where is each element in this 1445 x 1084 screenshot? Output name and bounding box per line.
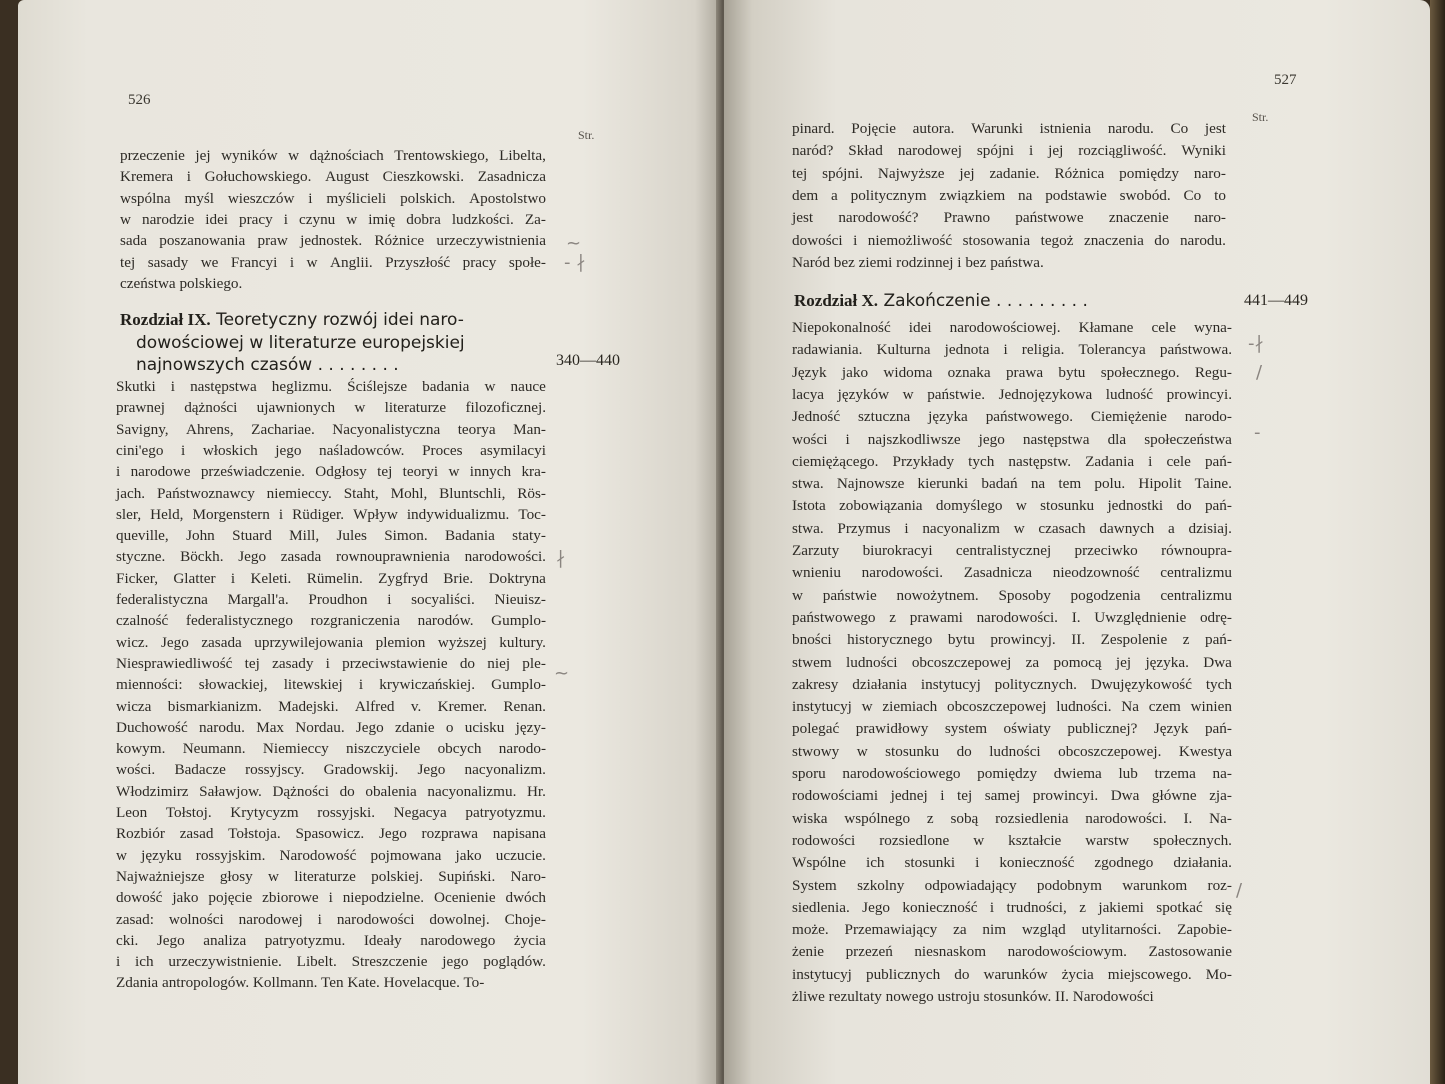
- text-line: państwowego z prawami narodowości. I. Uwzględnienie odrę-: [792, 608, 1232, 626]
- text-line: Duchowość narodu. Max Nordau. Jego zdanie o ucisku języ-: [116, 718, 546, 736]
- text-line: polegać prawidłowy system oświaty publicznej? Język pań-: [792, 720, 1232, 738]
- text-line: cki. Jego analiza patryotyzmu. Ideały narodowego życia: [116, 931, 546, 949]
- text-line: Kremera i Gołuchowskiego. August Cieszkowski. Zasadnicza: [120, 168, 546, 186]
- text-line: Najważniejsze głosy w literaturze polskiej. Supiński. Naro-: [116, 867, 546, 885]
- text-line: Rozbiór zasad Tołstoja. Spasowicz. Jego rozprawa napisana: [116, 825, 546, 843]
- text-line: Skutki i następstwa heglizmu. Ściślejsze badania w nauce: [116, 378, 546, 395]
- text-line: ciemiężącego. Przykłady tych następstw. Zadania i cele pań-: [792, 452, 1232, 470]
- text-line: Wspólne ich stosunki i konieczność zgodnego działania.: [792, 854, 1232, 872]
- page-number: 527: [1274, 72, 1297, 88]
- text-line: Istota zobowiązania domyślego w stosunku jednostki do pań-: [792, 497, 1232, 515]
- chapter-title: Zakończenie . . . . . . . . .: [883, 291, 1088, 311]
- text-line: dowości i niemożliwość stosowania tegoż znaczenia do narodu.: [792, 231, 1226, 249]
- text-line: pinard. Pojęcie autora. Warunki istnienia narodu. Co jest: [792, 120, 1226, 137]
- text-line: może. Przemawiający za nim wzgląd utylitarności. Zapobie-: [792, 921, 1232, 939]
- text-line: instytucyj w ziemiach obcoszczepowej ludności. Na czem winien: [792, 698, 1232, 716]
- text-line: dem a politycznym związkiem na podstawie swobód. Co to: [792, 186, 1226, 204]
- pencil-mark: /: [1236, 880, 1243, 901]
- text-line: wości i najszkodliwsze jego następstwa dla społeczeństwa: [792, 430, 1232, 448]
- text-line: wspólna myśl wieszczów i myślicieli polskich. Apostolstwo: [120, 189, 546, 207]
- chapter-title-line: dowościowej w literaturze europejskiej: [136, 333, 465, 353]
- pencil-mark: ~: [566, 233, 582, 254]
- text-line: lacya języków w państwie. Jednojęzykowa ludność prowincyi.: [792, 385, 1232, 403]
- text-line: naród? Skład narodowej spójni i jej rozciągliwość. Wyniki: [792, 142, 1226, 160]
- text-line: Zarzuty biurokracyi centralistycznej przeciwko równoupra-: [792, 542, 1232, 559]
- text-line: sada poszanowania praw jednostek. Różnice urzeczywistnienia: [120, 232, 546, 250]
- chapter-label: Rozdział X.: [794, 291, 879, 310]
- text-line: stwem ludności obcoszczepowej za pomocą jej języka. Dwa: [792, 653, 1232, 671]
- text-line: bności historycznego bytu prowincyj. II. Zespolenie z pań-: [792, 631, 1232, 649]
- pencil-mark: ~: [554, 663, 570, 684]
- text-line: instytucyj publicznych do warunków życia miejscowego. Mo-: [792, 965, 1232, 983]
- text-line: federalistyczna Margall'a. Proudhon i socyaliści. Nieuisz-: [116, 591, 546, 608]
- text-line: jach. Państwoznawcy niemieccy. Staht, Mohl, Bluntschli, Rös-: [116, 484, 546, 502]
- text-line: Savigny, Ahrens, Zachariae. Nacyonalistyczna teorya Man-: [116, 420, 546, 438]
- text-line: cini'ego i włoskich jego naśladowców. Proces asymilacyi: [116, 441, 546, 459]
- text-line: czalność federalistycznego rozgraniczenia narodów. Gumplo-: [116, 612, 546, 630]
- text-line: przeczenie jej wyników w dążnościach Trentowskiego, Libelta,: [120, 147, 546, 164]
- text-line: sler, Held, Morgenstern i Rüdiger. Wpływ indywidualizmu. Toc-: [116, 505, 546, 523]
- page-edge: [1430, 0, 1445, 1084]
- chapter-title-line: najnowszych czasów . . . . . . . .: [136, 355, 399, 375]
- text-line: styczne. Böckh. Jego zasada rownouprawnienia narodowości.: [116, 548, 546, 566]
- text-line: Niesprawiedliwość tej zasady i przeciwstawienie do niej ple-: [116, 654, 546, 672]
- str-label: Str.: [578, 128, 595, 142]
- pencil-mark: ∤: [556, 548, 565, 569]
- text-line: i ich urzeczywistnienie. Libelt. Streszczenie jego poglądów.: [116, 953, 546, 971]
- text-line: System szkolny odpowiadający podobnym warunkom roz-: [792, 876, 1232, 894]
- right-page: [724, 0, 1430, 1084]
- text-line: w języku rossyjskim. Narodowość pojmowana jako uczucie.: [116, 846, 546, 864]
- text-line: stwowy w stosunku do ludności obcoszczepowej. Kwestya: [792, 742, 1232, 760]
- text-line: Jedność sztuczna języka państwowego. Ciemiężenie narodo-: [792, 408, 1232, 426]
- text-line: sporu narodowościowego pomiędzy dwiema lub trzema na-: [792, 765, 1232, 782]
- text-line: wicza bismarkianizm. Madejski. Alfred v. Kremer. Renan.: [116, 697, 546, 715]
- text-line: Język jako widoma oznaka prawa bytu społecznego. Regu-: [792, 363, 1232, 381]
- text-line: radawiania. Kulturna jednota i religia. Tolerancya państwowa.: [792, 341, 1232, 359]
- text-line: Naród bez ziemi rodzinnej i bez państwa.: [792, 253, 1044, 271]
- text-line: i narodowe przeświadczenie. Odgłosy tej teoryi w innych kra-: [116, 463, 546, 481]
- text-line: dowość jako pojęcie zbiorowe i niepodzielne. Ocenienie dwóch: [116, 889, 546, 907]
- text-line: w państwie nowożytnem. Sposoby pogodzenia centralizmu: [792, 586, 1232, 604]
- chapter-title-line: Teoretyczny rozwój idei naro-: [216, 310, 464, 330]
- text-line: stwa. Przymus i nacyonalizm w czasach dawnych a dzisiaj.: [792, 519, 1232, 537]
- str-label: Str.: [1252, 110, 1269, 124]
- text-line: czeństwa polskiego.: [120, 274, 243, 292]
- text-line: żliwe rezultaty nowego ustroju stosunków. II. Narodowości: [792, 988, 1154, 1005]
- left-page: [18, 0, 723, 1084]
- text-line: rodowościami jednej i tej samej prowincyi. Dwa główne zja-: [792, 787, 1232, 805]
- pencil-mark: - ∤: [564, 252, 586, 273]
- text-line: w narodzie idei pracy i czynu w imię dobra ludzkości. Za-: [120, 210, 546, 228]
- text-line: siedlenia. Jego konieczność i trudności, z jakiemi spotkać się: [792, 898, 1232, 916]
- text-line: jest narodowość? Prawno państwowe znaczenie naro-: [792, 209, 1226, 227]
- chapter-heading: [794, 289, 1088, 313]
- page-number: 526: [128, 92, 151, 108]
- text-line: wnieniu narodowości. Zasadnicza nieodzowność centralizmu: [792, 564, 1232, 582]
- text-line: żenie przezeń niesnaskom narodowościowym. Zastosowanie: [792, 943, 1232, 961]
- text-line: Zdania antropologów. Kollmann. Ten Kate. Hovelacque. To-: [116, 974, 485, 992]
- text-line: Ficker, Glatter i Keleti. Rümelin. Zygfryd Brie. Doktryna: [116, 569, 546, 587]
- chapter-label: Rozdział IX.: [120, 310, 211, 329]
- pencil-mark: /: [1256, 362, 1263, 383]
- chapter-heading: [120, 308, 464, 332]
- text-line: wiska wspólnego z sobą rozsiedlenia narodowości. I. Na-: [792, 809, 1232, 827]
- text-line: wicz. Jego zasada uprzywilejowania plemion wyższej kultury.: [116, 633, 546, 651]
- text-line: queville, John Stuard Mill, Jules Simon. Badania staty-: [116, 527, 546, 545]
- text-line: stwa. Najnowsze kierunki badań na tem polu. Hipolit Taine.: [792, 475, 1232, 493]
- text-line: Leon Tołstoj. Krytycyzm rossyjski. Negacya patryotyzmu.: [116, 804, 546, 821]
- text-line: tej spójni. Najwyższe jej zadanie. Różnica pomiędzy naro-: [792, 164, 1226, 182]
- text-line: rodowości rozsiedlone w kształcie warstw społecznych.: [792, 831, 1232, 849]
- chapter-page-range: 340—440: [556, 352, 620, 369]
- text-line: kowym. Neumann. Niemieccy niszczyciele obcych narodo-: [116, 740, 546, 758]
- text-line: Włodzimirz Saławjow. Dążności do obalenia nacyonalizmu. Hr.: [116, 782, 546, 800]
- text-line: zasad: wolności narodowej i narodowości dowolnej. Choje-: [116, 910, 546, 928]
- text-line: wości. Badacze rossyjscy. Gradowskij. Jego nacyonalizm.: [116, 761, 546, 779]
- text-line: tej sasady we Francyi i w Anglii. Przyszłość pracy społe-: [120, 253, 546, 271]
- pencil-mark: -: [1254, 422, 1261, 443]
- chapter-page-range: 441—449: [1244, 292, 1308, 309]
- pencil-mark: -∤: [1248, 333, 1264, 354]
- text-line: prawnej dążności ujawnionych w literaturze filozoficznej.: [116, 399, 546, 417]
- text-line: Niepokonalność idei narodowościowej. Kłamane cele wyna-: [792, 319, 1232, 336]
- text-line: mienności: słowackiej, litewskiej i krywiczańskiej. Gumplo-: [116, 676, 546, 694]
- text-line: zakresy działania instytucyj politycznych. Dwujęzykowość tych: [792, 675, 1232, 693]
